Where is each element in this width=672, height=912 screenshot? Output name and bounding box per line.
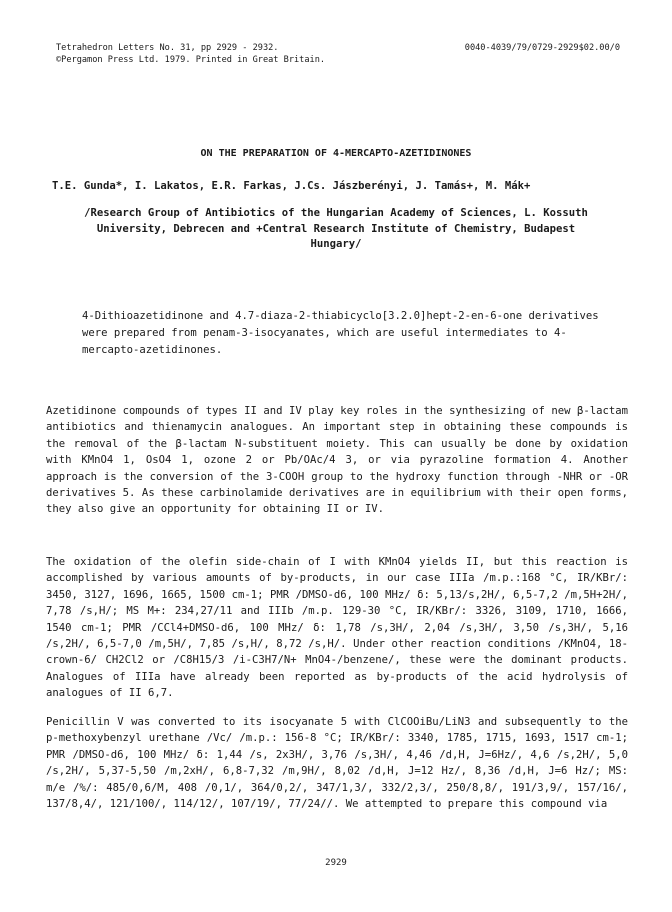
journal-header (56, 42, 325, 66)
paragraph-text: Penicillin V was converted to its isocyanate 5 with ClCOOiBu/LiN3 and subsequently to the p-methoxybenzyl urethane /Vc/ /m.p.: 156-8 °C; IR/KBr/: 3340, 1785, 1715, 1693, 1517 cm-1; PMR /DMSO-d6, 100 MHz/ δ: 1,44 /s, 2x3H/, 3,76 /s,3H/, 4,46 /d,H, J=6Hz/, 4,6 /s,2H/, 5,0 /s,2H/, 5,37-5,50 /m,2xH/, 6,8-7,32 /m,9H/, 8,02 /d,H, J=12 Hz/, 8,36 /d,H, J=6 Hz/; MS: m/e /%/: 485/0,6/M, 408 /0,1/, 364/0,2/, 347/1,3/, 332/2,3/, 250/8,8/, 191/3,9/, 157/16/, 137/8,4/, 121/100/, 114/12/, 107/19/, 77/24//. We attempted to prepare this compound via (46, 716, 628, 811)
body-paragraph-2 (46, 554, 628, 702)
article-code: 0040-4039/79/0729-2929$02.00/0 (464, 43, 620, 53)
affiliation-line-1: /Research Group of Antibiotics of the Hungarian Academy of Sciences, L. Kossuth (84, 207, 588, 219)
author-list: T.E. Gunda*, I. Lakatos, E.R. Farkas, J.Cs. Jászberényi, J. Tamás+, M. Mák+ (52, 180, 531, 192)
paragraph-text: Azetidinone compounds of types II and IV play key roles in the synthesizing of new β-lactam antibiotics and thienamycin analogues. An important step in obtaining these compounds is the removal of the β-lactam N-substituent moiety. This can usually be done by oxidation with KMnO4 1, OsO4 1, ozone 2 or Pb/OAc/4 3, or via pyrazoline formation 4. Another approach is the conversion of the 3-COOH group to the hydroxy function through -NHR or -OR derivatives 5. As these carbinolamide derivatives are in equilibrium with their open forms, they also give an opportunity for obtaining II or IV. (46, 405, 628, 516)
abstract: 4-Dithioazetidinone and 4.7-diaza-2-thiabicyclo[3.2.0]hept-2-en-6-one derivatives were prepared from penam-3-isocyanates, which are useful intermediates to 4-mercapto-azetidinones. (82, 310, 599, 356)
affiliation-line-2: University, Debrecen and +Central Research Institute of Chemistry, Budapest (96, 222, 576, 235)
affiliation-line-3: Hungary/ (310, 238, 362, 250)
paragraph-text: The oxidation of the olefin side-chain of I with KMnO4 yields II, but this reaction is accomplished by various amounts of by-products, in our case IIIa /m.p.:168 °C, IR/KBr/: 3450, 3127, 1696, 1665, 1500 cm-1; PMR /DMSO-d6, 100 MHz/ δ: 5,13/s,2H/, 6,5-7,2 /m,5H+2H/, 7,78 /s,H/; MS M+: 234,27/11 and IIIb /m.p. 129-30 °C, IR/KBr/: 3326, 3109, 1710, 1666, 1540 cm-1; PMR /CCl4+DMSO-d6, 100 MHz/ δ: 1,78 /s,3H/, 2,04 /s,3H/, 3,50 /s,3H/, 5,16 /s,2H/, 6,5-7,0 /m,5H/, 7,85 /s,H/, 8,72 /s,H/. Under other reaction conditions /KMnO4, 18-crown-6/ CH2Cl2 or /C8H15/3 /i-C3H7/N+ MnO4-/benzene/, these were the dominant products. Analogues of IIIa have already been reported as by-products of the acid hydrolysis of analogues of II 6,7. (46, 556, 628, 700)
copyright-line: ©Pergamon Press Ltd. 1979. Printed in Great Britain. (56, 55, 326, 65)
article-title: ON THE PREPARATION OF 4-MERCAPTO-AZETIDINONES (200, 148, 472, 159)
journal-line: Tetrahedron Letters No. 31, pp 2929 - 2932. (56, 43, 279, 53)
page-number: 2929 (325, 858, 347, 868)
affiliation (42, 206, 630, 253)
body-paragraph-1 (46, 403, 628, 518)
body-paragraph-3 (46, 714, 628, 812)
